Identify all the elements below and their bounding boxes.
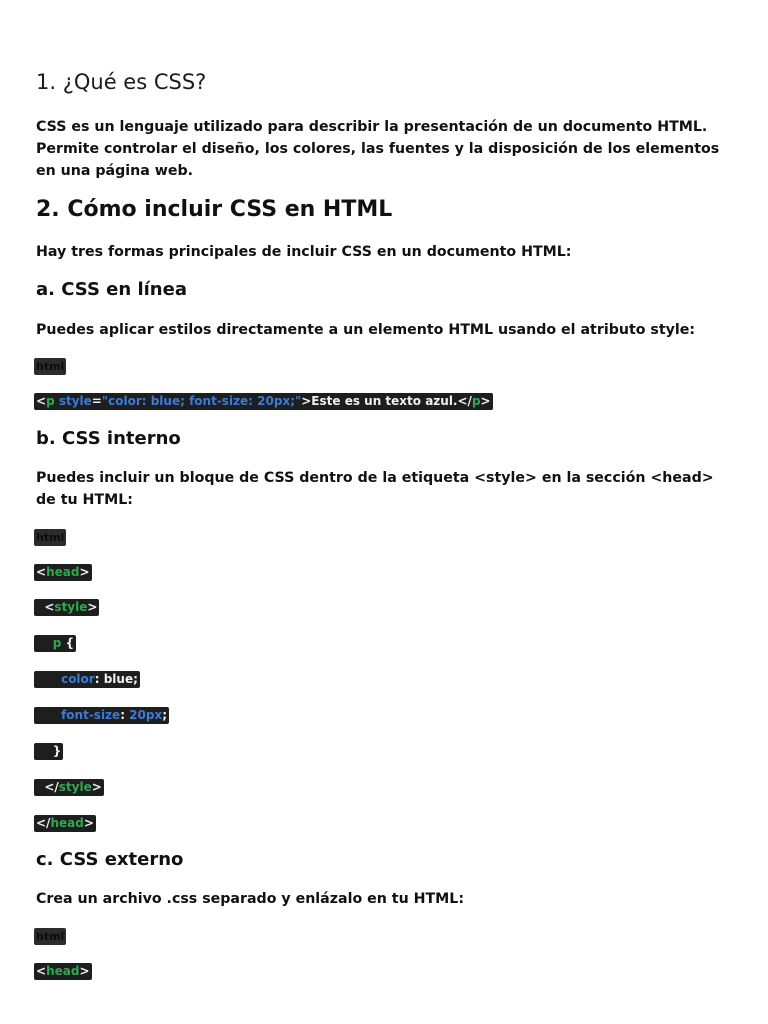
internal-css-heading: b. CSS interno (36, 428, 181, 449)
code-token (36, 672, 61, 686)
code-token: > (79, 565, 90, 579)
code-token: } (52, 744, 62, 758)
code-token: : (120, 708, 130, 722)
code-token: p (471, 394, 481, 408)
code-token (36, 636, 53, 650)
code-line-head-open (34, 963, 92, 980)
code-token: font-size (61, 708, 121, 722)
code-line-style-close (34, 779, 104, 796)
code-token: p (52, 636, 62, 650)
code-token: </ (44, 780, 59, 794)
code-token: p (46, 394, 55, 408)
code-token: >Este es un texto azul.</ (301, 394, 472, 408)
section-1-heading: 1. ¿Qué es CSS? (36, 70, 207, 94)
code-token: style (54, 600, 88, 614)
section-2-intro: Hay tres formas principales de incluir CSS en un documento HTML: (36, 244, 572, 260)
code-token: > (91, 780, 102, 794)
code-token: > (79, 964, 90, 978)
code-token: 20px (129, 708, 163, 722)
code-language-label: html (36, 531, 65, 544)
code-token: color (61, 672, 95, 686)
external-css-paragraph: Crea un archivo .css separado y enlázalo en tu HTML: (36, 891, 464, 907)
code-token: < (36, 394, 47, 408)
code-line-brace-close (34, 743, 63, 760)
code-line-head-open (34, 564, 92, 581)
code-token: style (58, 780, 92, 794)
code-language-label: html (36, 360, 65, 373)
code-token: "color: blue; font-size: 20px;" (101, 394, 302, 408)
code-token (36, 744, 53, 758)
code-token: > (83, 816, 94, 830)
code-language-label: html (36, 930, 65, 943)
code-token: head (46, 964, 80, 978)
code-line-head-close (34, 815, 96, 832)
code-token: { (61, 636, 75, 650)
code-token (36, 708, 61, 722)
external-css-heading: c. CSS externo (36, 849, 184, 870)
code-line-style-open (34, 599, 99, 616)
inline-code-line (34, 393, 493, 410)
code-token: head (50, 816, 84, 830)
code-token: > (87, 600, 98, 614)
inline-css-heading: a. CSS en línea (36, 279, 187, 300)
section-2-heading: 2. Cómo incluir CSS en HTML (36, 197, 393, 222)
code-token: < (36, 964, 47, 978)
code-line-selector (34, 635, 76, 652)
inline-css-paragraph: Puedes aplicar estilos directamente a un elemento HTML usando el atributo style: (36, 322, 696, 338)
code-token: : blue; (94, 672, 138, 686)
code-token: ; (162, 708, 168, 722)
code-token: > (480, 394, 491, 408)
code-token: head (46, 565, 80, 579)
section-1-paragraph: CSS es un lenguaje utilizado para describir la presentación de un documento HTML. Permite controlar el diseño, los colores, las fuentes y la disposición de los elementos en una página web. (36, 119, 720, 179)
internal-css-paragraph: Puedes incluir un bloque de CSS dentro de la etiqueta <style> en la sección <head> de tu HTML: (36, 470, 714, 508)
code-line-font-size (34, 707, 169, 724)
code-token: </ (36, 816, 51, 830)
code-token: < (36, 565, 47, 579)
code-token: style (54, 394, 92, 408)
code-line-color (34, 671, 140, 688)
code-token: = (91, 394, 102, 408)
code-token: < (44, 600, 55, 614)
